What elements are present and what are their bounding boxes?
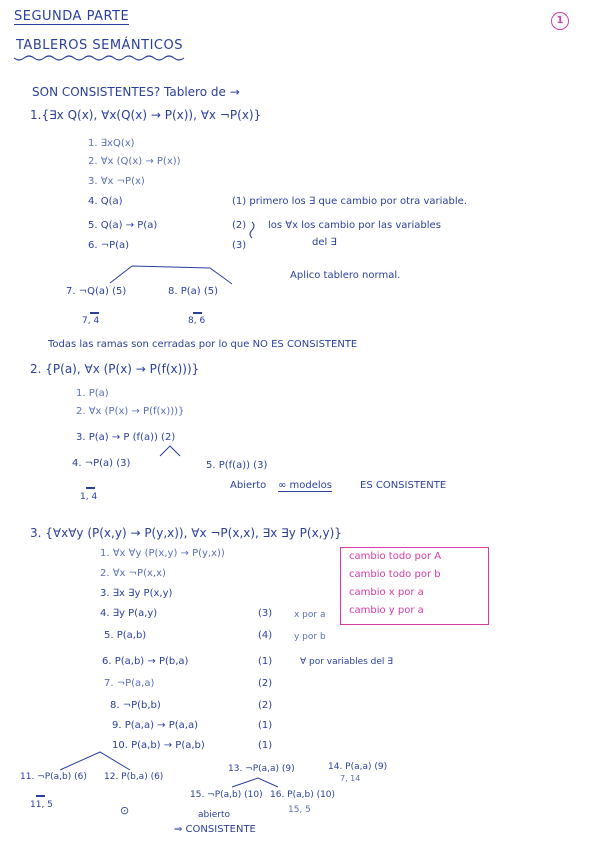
- ex3-line: 1. ∀x ∀y (P(x,y) → P(y,x)): [100, 548, 225, 559]
- pink-note-line: cambio todo por b: [349, 569, 441, 580]
- ex3-branch-13: 13. ¬P(a,a) (9): [228, 764, 295, 774]
- ex3-set: 3. {∀x∀y (P(x,y) → P(y,x)), ∀x ¬P(x,x), ∃x ∃y P(x,y)}: [30, 526, 342, 540]
- ex1-note: (1) primero los ∃ que cambio por otra variable.: [232, 196, 467, 207]
- ex3-line: 2. ∀x ¬P(x,x): [100, 568, 166, 579]
- close-mark: [86, 487, 95, 489]
- ex1-line: 4. Q(a): [88, 196, 123, 207]
- ex3-note: ∀ por variables del ∃: [300, 657, 393, 667]
- ex3-close-11: 11, 5: [30, 800, 53, 810]
- intro-question: SON CONSISTENTES? Tablero de →: [32, 85, 240, 99]
- ex1-close-right: 8, 6: [188, 316, 206, 326]
- ex3-ref: (4): [258, 630, 273, 641]
- ex3-close-14: 7, 14: [340, 774, 361, 783]
- ex2-line: 1. P(a): [76, 388, 109, 399]
- close-mark: [36, 795, 45, 797]
- ex3-branch-11: 11. ¬P(a,b) (6): [20, 772, 87, 782]
- ex3-ref: (3): [258, 608, 273, 619]
- ex3-line: 6. P(a,b) → P(b,a): [102, 656, 189, 667]
- ex2-conclusion-prefix: Abierto: [230, 480, 267, 491]
- ex1-close-left: 7, 4: [82, 316, 100, 326]
- ex3-final-conclusion: ⇒ CONSISTENTE: [174, 824, 256, 835]
- ex1-note: los ∀x los cambio por las variables: [268, 220, 441, 231]
- ex3-note: y por b: [294, 632, 326, 642]
- ex1-line: 2. ∀x (Q(x) → P(x)): [88, 156, 181, 167]
- ex2-line: 4. ¬P(a) (3): [72, 458, 131, 469]
- ex2-line: 3. P(a) → P (f(a)) (2): [76, 432, 176, 443]
- ex3-branch-12: 12. P(b,a) (6): [104, 772, 164, 782]
- pink-annotation-box: [340, 547, 489, 625]
- close-mark: [193, 312, 202, 314]
- open-branch-mark: ⊙: [120, 804, 130, 817]
- ex1-line: 5. Q(a) → P(a): [88, 220, 158, 231]
- page-title: SEGUNDA PARTE: [14, 9, 130, 24]
- ex1-note: (3): [232, 240, 247, 251]
- ex3-close-15: 15, 5: [288, 805, 311, 815]
- ex1-tableau-note: Aplico tablero normal.: [290, 270, 401, 281]
- ex3-open-label: abierto: [198, 810, 231, 820]
- ex3-ref: (1): [258, 740, 273, 751]
- ex1-line: 1. ∃xQ(x): [88, 138, 135, 149]
- ex1-note: del ∃: [312, 237, 337, 248]
- ex2-close: 1, 4: [80, 492, 98, 502]
- ex3-branch-14: 14. P(a,a) (9): [328, 762, 388, 772]
- ex3-line: 4. ∃y P(a,y): [100, 608, 158, 619]
- ex3-line: 8. ¬P(b,b): [110, 700, 161, 711]
- ex3-ref: (2): [258, 678, 273, 689]
- ex3-note: x por a: [294, 610, 326, 620]
- page-subtitle: TABLEROS SEMÁNTICOS: [16, 38, 183, 53]
- ex2-conclusion-models: ∞ modelos: [278, 480, 332, 491]
- page-number-badge: 1: [551, 12, 569, 30]
- ex3-line: 9. P(a,a) → P(a,a): [112, 720, 198, 731]
- ex3-line: 10. P(a,b) → P(a,b): [112, 740, 205, 751]
- ex3-branch-16: 16. P(a,b) (10): [270, 790, 336, 800]
- ex2-set: 2. {P(a), ∀x (P(x) → P(f(x)))}: [30, 362, 200, 376]
- pink-note-line: cambio y por a: [349, 605, 424, 616]
- ex1-branch-right: 8. P(a) (5): [168, 286, 219, 297]
- ex3-line: 5. P(a,b): [104, 630, 147, 641]
- ex3-ref: (1): [258, 656, 273, 667]
- ex1-branch-left: 7. ¬Q(a) (5): [66, 286, 127, 297]
- ex1-note: (2): [232, 220, 247, 231]
- ex1-line: 6. ¬P(a): [88, 240, 130, 251]
- ex1-set: 1.{∃x Q(x), ∀x(Q(x) → P(x)), ∀x ¬P(x)}: [30, 108, 262, 122]
- ex1-conclusion: Todas las ramas son cerradas por lo que NO ES CONSISTENTE: [48, 339, 358, 350]
- ex3-line: 7. ¬P(a,a): [104, 678, 155, 689]
- ex3-line: 3. ∃x ∃y P(x,y): [100, 588, 173, 599]
- ex1-line: 3. ∀x ¬P(x): [88, 176, 145, 187]
- pink-note-line: cambio todo por A: [349, 551, 442, 562]
- ex2-conclusion-suffix: ES CONSISTENTE: [360, 480, 447, 491]
- ex3-branch-15: 15. ¬P(a,b) (10): [190, 790, 263, 800]
- ex2-line: 2. ∀x (P(x) → P(f(x)))}: [76, 406, 185, 417]
- ex3-ref: (1): [258, 720, 273, 731]
- ex2-line: 5. P(f(a)) (3): [206, 460, 268, 471]
- ex3-ref: (2): [258, 700, 273, 711]
- close-mark: [90, 312, 99, 314]
- pink-note-line: cambio x por a: [349, 587, 424, 598]
